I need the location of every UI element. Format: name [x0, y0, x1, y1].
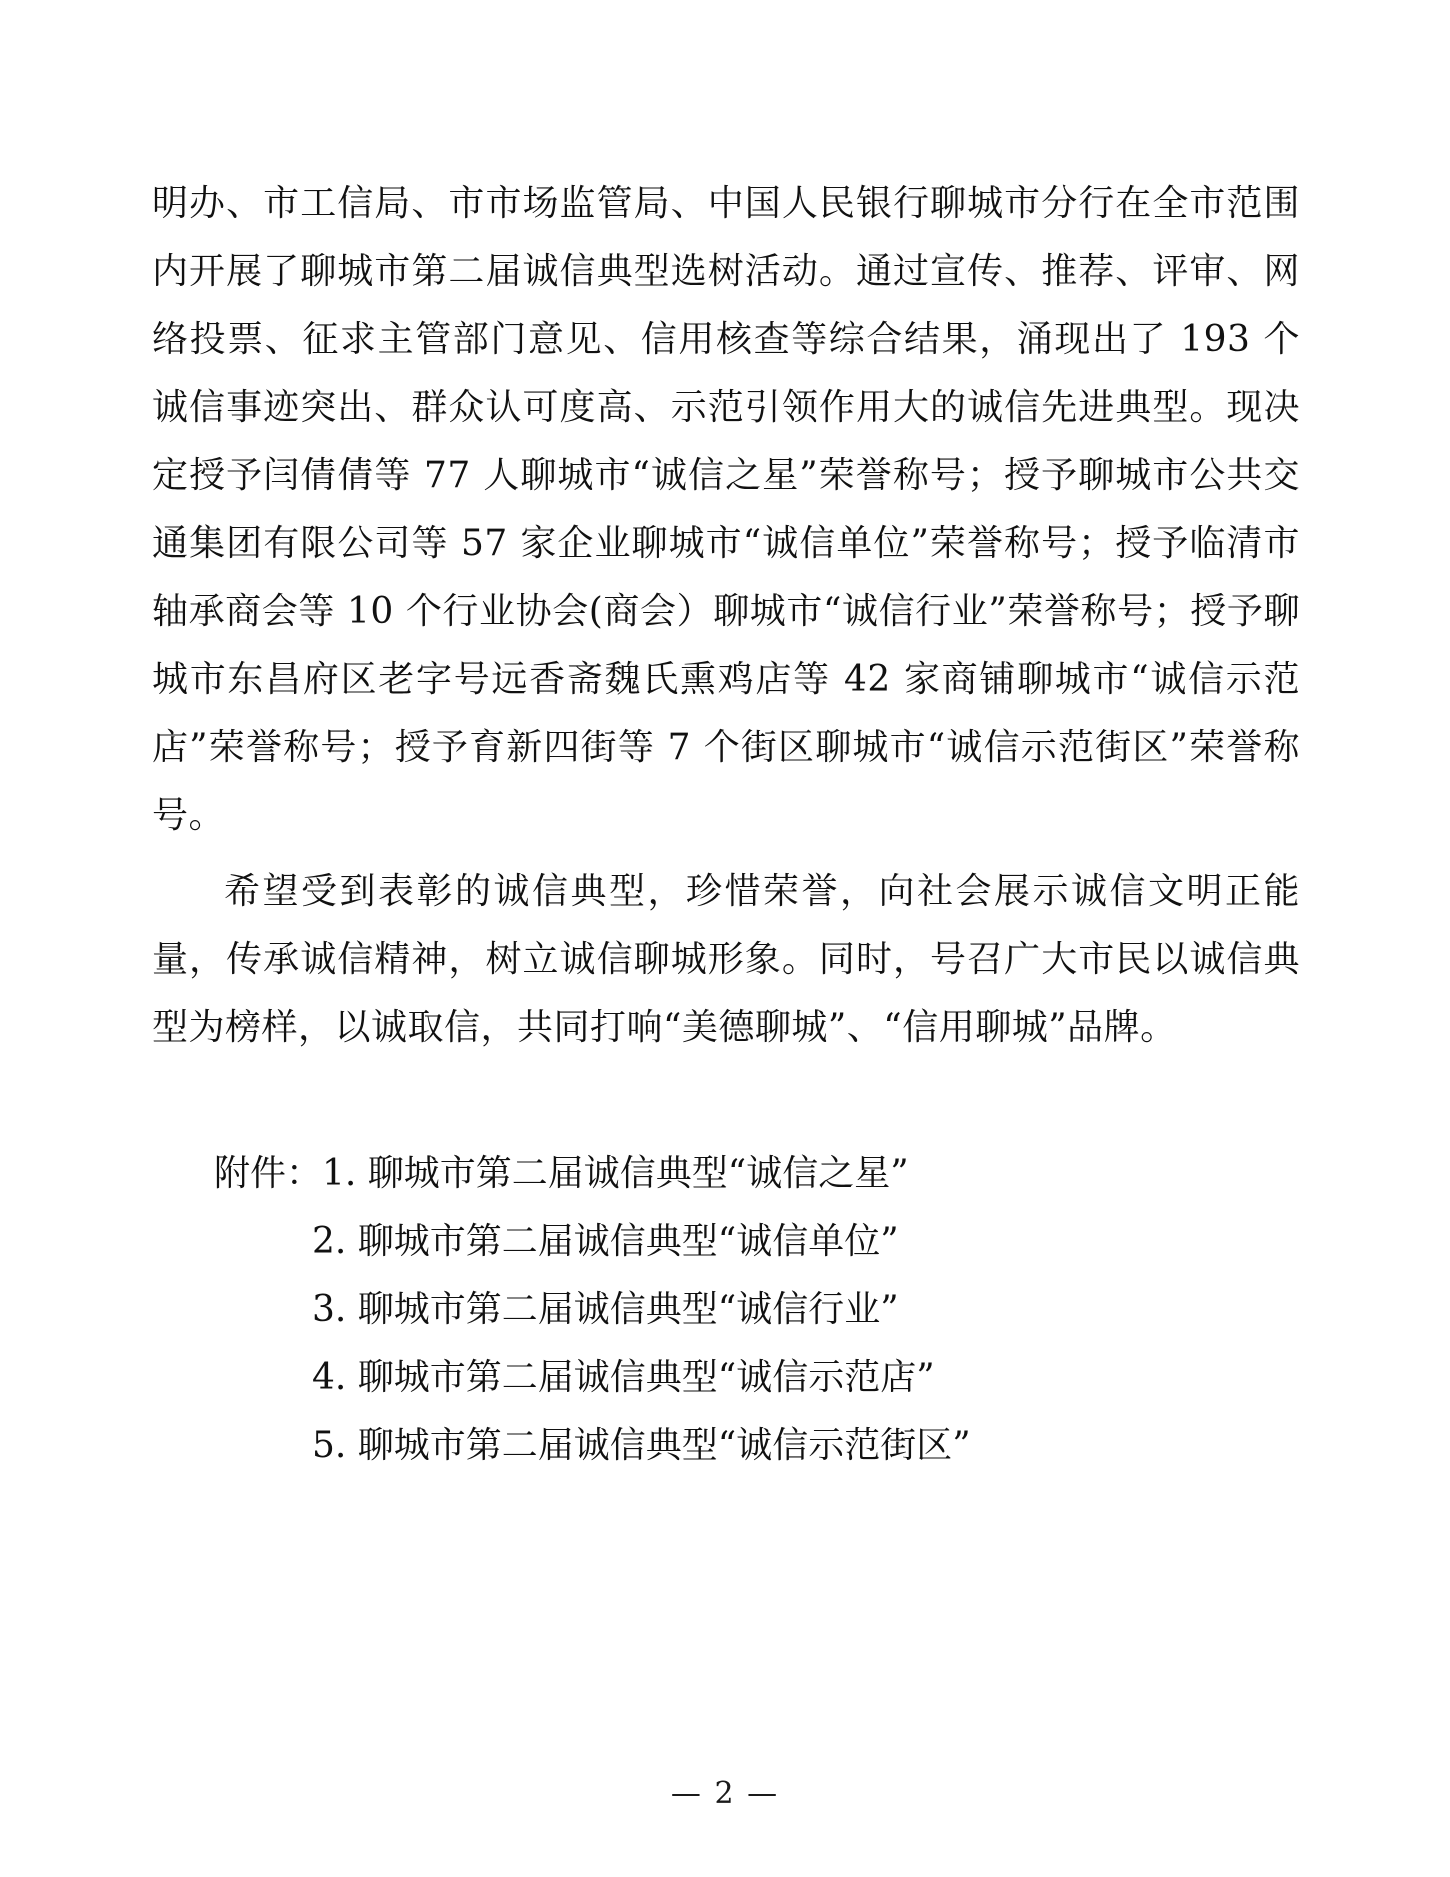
attachments-label: 附件：: [214, 1153, 323, 1194]
attachment-line-2: [152, 1208, 1300, 1276]
attachment-line-3: [152, 1276, 1300, 1344]
attachment-line-4: [152, 1344, 1300, 1412]
paragraph-spacer: [152, 850, 1300, 858]
paragraph-1: 明办、市工信局、市市场监管局、中国人民银行聊城市分行在全市范围内开展了聊城市第二届诚信典型选树活动。通过宣传、推荐、评审、网络投票、征求主管部门意见、信用核查等综合结果，涌现出了 193 个诚信事迹突出、群众认可度高、示范引领作用大的诚信先进典型。现决定授予闫倩倩等 77 人聊城市“诚信之星”荣誉称号；授予聊城市公共交通集团有限公司等 57 家企业聊城市“诚信单位”荣誉称号；授予临清市轴承商会等 10 个行业协会(商会）聊城市“诚信行业”荣誉称号；授予聊城市东昌府区老字号远香斋魏氏熏鸡店等 42 家商铺聊城市“诚信示范店”荣誉称号；授予育新四街等 7 个街区聊城市“诚信示范街区”荣誉称号。: [152, 183, 1300, 836]
attachment-item-2: 2. 聊城市第二届诚信典型“诚信单位”: [312, 1221, 899, 1262]
attachment-item-1: 1. 聊城市第二届诚信典型“诚信之星”: [322, 1153, 909, 1194]
document-body: [152, 170, 1300, 1480]
page-number: — 2 —: [670, 1776, 780, 1811]
attachment-line-5: [152, 1412, 1300, 1480]
attachments-list: [152, 1140, 1300, 1480]
attachment-item-5: 5. 聊城市第二届诚信典型“诚信示范街区”: [312, 1425, 971, 1466]
attachment-line-1: [152, 1140, 1300, 1208]
attachment-item-4: 4. 聊城市第二届诚信典型“诚信示范店”: [312, 1357, 935, 1398]
attachment-item-3: 3. 聊城市第二届诚信典型“诚信行业”: [312, 1289, 899, 1330]
paragraph-2: 希望受到表彰的诚信典型，珍惜荣誉，向社会展示诚信文明正能量，传承诚信精神，树立诚信聊城形象。同时，号召广大市民以诚信典型为榜样，以诚取信，共同打响“美德聊城”、“信用聊城”品牌。: [152, 871, 1300, 1048]
